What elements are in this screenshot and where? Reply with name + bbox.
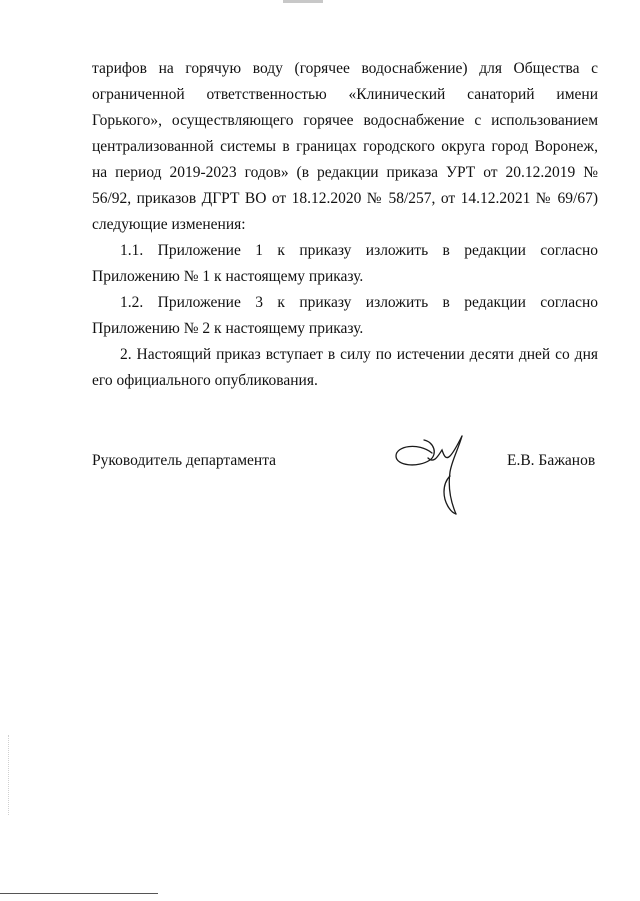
- paragraph-item-2: 2. Настоящий приказ вступает в силу по истечении десяти дней со дня его официального опубликования.: [92, 346, 598, 389]
- paragraph-item-1-1: 1.1. Приложение 1 к приказу изложить в редакции согласно Приложению № 1 к настоящему приказу.: [92, 242, 598, 285]
- handwritten-signature: [388, 420, 488, 520]
- signatory-position: Руководитель департамента: [92, 452, 277, 469]
- paragraph-tariff-continuation: тарифов на горячую воду (горячее водоснабжение) для Общества с ограниченной ответственностью «Клинический санаторий имени Горького», осуществляющего горячее водоснабжение с использованием централизованной системы в границах городского округа город Воронеж, на период 2019-2023 годов» (в редакции приказа УРТ от 20.12.2019 № 56/92, приказов ДГРТ ВО от 18.12.2020 № 58/257, от 14.12.2021 № 69/67) следующие изменения:: [92, 60, 598, 233]
- footnote-rule: [0, 893, 158, 894]
- scan-margin-artifact: [8, 735, 11, 815]
- signatory-name: Е.В. Бажанов: [507, 452, 596, 469]
- paragraph-item-1-2: 1.2. Приложение 3 к приказу изложить в редакции согласно Приложению № 2 к настоящему приказу.: [92, 294, 598, 337]
- page-number-mark: [283, 0, 323, 3]
- document-body: [92, 56, 598, 394]
